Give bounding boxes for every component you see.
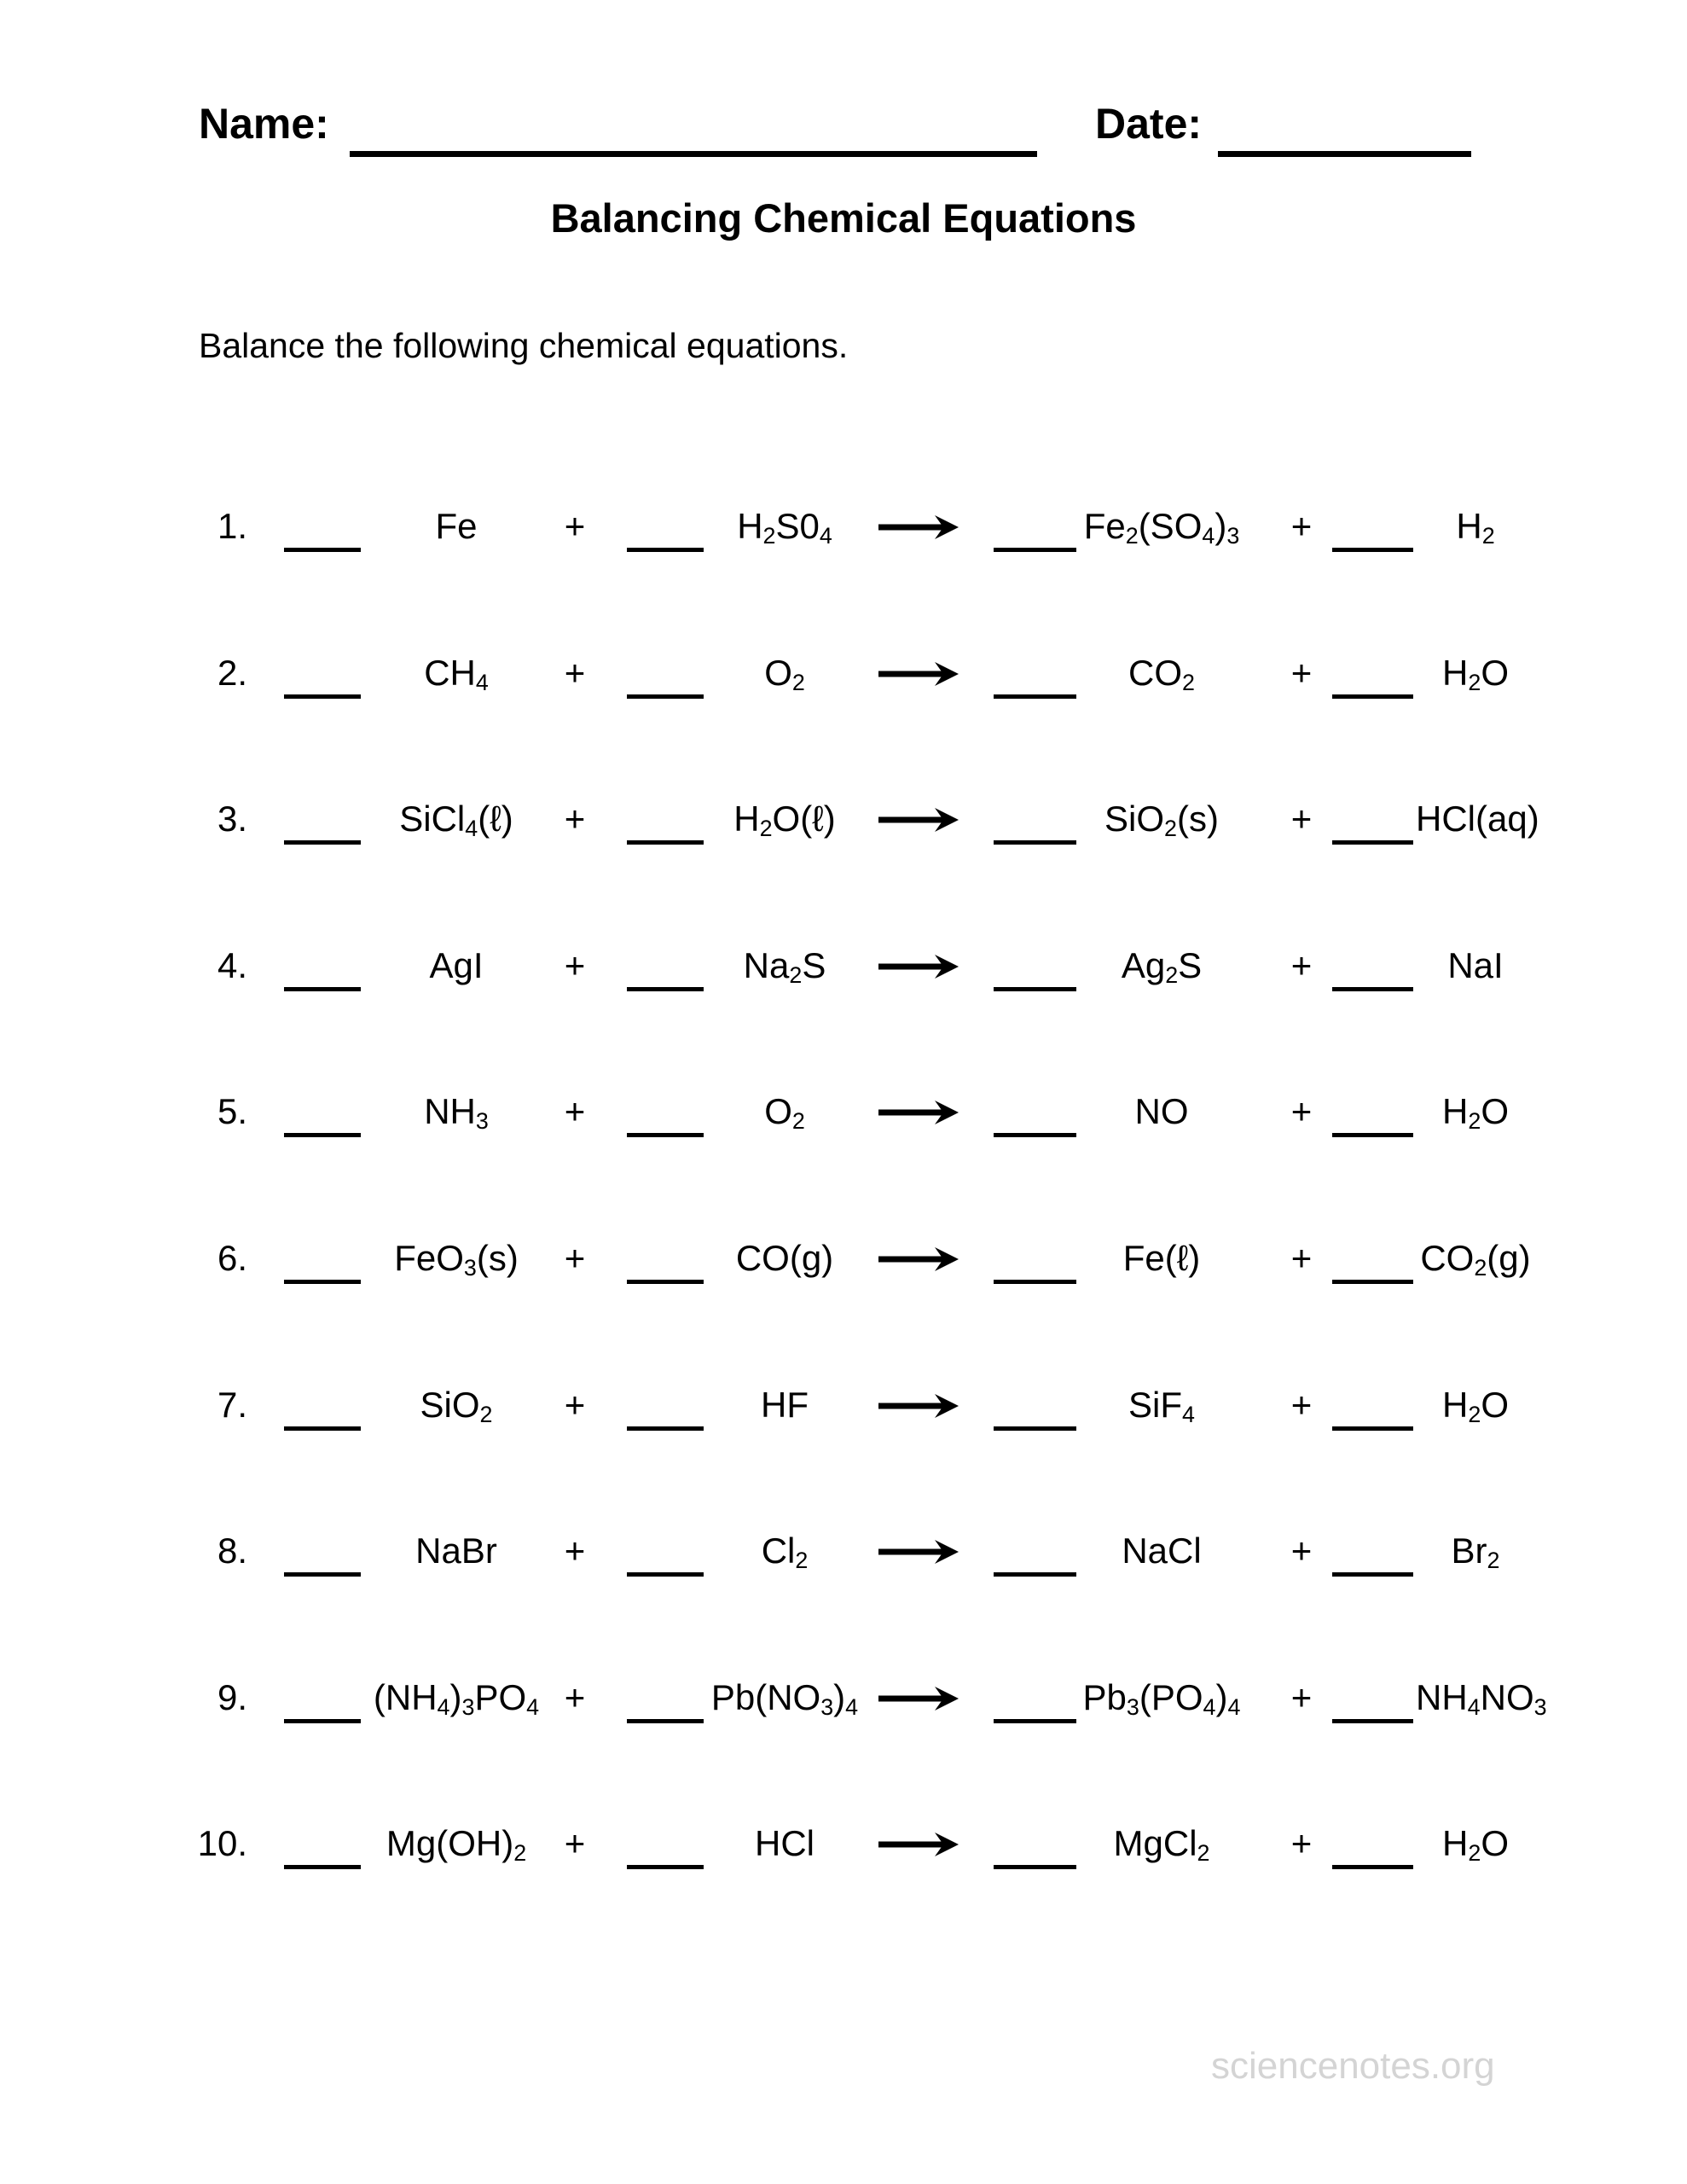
- plus-sign: +: [564, 1531, 586, 1571]
- date-label: Date:: [1095, 100, 1203, 148]
- product-formula: SiF$_4$: [1128, 1384, 1195, 1427]
- plus-sign: +: [564, 506, 586, 546]
- coefficient-blank[interactable]: [994, 1280, 1076, 1284]
- coefficient-blank[interactable]: [284, 1280, 361, 1284]
- reaction-arrow-icon: [877, 1392, 959, 1420]
- coefficient-blank[interactable]: [627, 987, 704, 991]
- equation-number: 5.: [217, 1091, 247, 1132]
- reaction-arrow-icon: [877, 1538, 959, 1565]
- coefficient-blank[interactable]: [994, 694, 1076, 699]
- reactant-formula: SiO$_2$: [420, 1384, 493, 1427]
- reactant-formula: AgI: [429, 944, 484, 985]
- coefficient-blank[interactable]: [1332, 1572, 1413, 1577]
- coefficient-blank[interactable]: [994, 1719, 1076, 1723]
- equation-row: [0, 1647, 1687, 1745]
- product-formula: NO: [1134, 1091, 1189, 1132]
- product-formula: Fe(ℓ): [1122, 1238, 1201, 1278]
- coefficient-blank[interactable]: [1332, 840, 1413, 845]
- coefficient-blank[interactable]: [627, 1280, 704, 1284]
- instructions-text: Balance the following chemical equations.: [199, 326, 849, 365]
- reactant-formula: $H_2S0_4$: [737, 506, 832, 549]
- reactant-formula: $O_2$: [764, 652, 805, 695]
- reactant-formula: FeO$_3$(s): [394, 1238, 519, 1281]
- equation-row: [0, 1208, 1687, 1306]
- coefficient-blank[interactable]: [994, 840, 1076, 845]
- coefficient-blank[interactable]: [1332, 1719, 1413, 1723]
- plus-sign: +: [564, 1091, 586, 1132]
- reactant-formula: $(NH_4)_3PO_4$: [373, 1676, 540, 1720]
- plus-sign: +: [1290, 1531, 1313, 1571]
- product-formula: SiO$_2$(s): [1104, 799, 1219, 842]
- coefficient-blank[interactable]: [627, 840, 704, 845]
- equation-row: [0, 623, 1687, 721]
- product-formula: $Br_2$: [1451, 1531, 1500, 1574]
- product-formula: $Ag_2S$: [1121, 944, 1203, 988]
- coefficient-blank[interactable]: [1332, 694, 1413, 699]
- product-formula: $CO_2(g)$: [1420, 1238, 1531, 1281]
- product-formula: $H_2$: [1456, 506, 1495, 549]
- product-formula: NaI: [1447, 944, 1504, 985]
- plus-sign: +: [564, 1676, 586, 1717]
- coefficient-blank[interactable]: [1332, 1426, 1413, 1431]
- equation-number: 9.: [217, 1676, 247, 1717]
- reaction-arrow-icon: [877, 953, 959, 980]
- plus-sign: +: [1290, 652, 1313, 693]
- coefficient-blank[interactable]: [284, 987, 361, 991]
- product-formula: $H_2O$: [1442, 1384, 1509, 1427]
- coefficient-blank[interactable]: [627, 1426, 704, 1431]
- equation-number: 1.: [217, 506, 247, 546]
- coefficient-blank[interactable]: [627, 1865, 704, 1869]
- plus-sign: +: [564, 652, 586, 693]
- coefficient-blank[interactable]: [627, 1719, 704, 1723]
- coefficient-blank[interactable]: [994, 987, 1076, 991]
- reactant-formula: $Na_2S$: [743, 944, 826, 988]
- reactant-formula: $CH_4$: [424, 652, 489, 695]
- product-formula: $NH_4NO_3$: [1416, 1676, 1547, 1720]
- coefficient-blank[interactable]: [284, 1133, 361, 1137]
- reactant-formula: $Mg(OH)_2$: [386, 1823, 527, 1867]
- product-formula: NaCl: [1122, 1531, 1202, 1571]
- coefficient-blank[interactable]: [994, 1865, 1076, 1869]
- reactant-formula: SiCl$_4$(ℓ): [399, 799, 513, 842]
- coefficient-blank[interactable]: [1332, 1865, 1413, 1869]
- coefficient-blank[interactable]: [994, 1426, 1076, 1431]
- reactant-formula: $O_2$: [764, 1091, 805, 1135]
- equation-number: 8.: [217, 1531, 247, 1571]
- coefficient-blank[interactable]: [284, 1719, 361, 1723]
- reactant-formula: CO(g): [735, 1238, 834, 1278]
- equation-number: 2.: [217, 652, 247, 693]
- plus-sign: +: [564, 1823, 586, 1864]
- product-formula: HCl(aq): [1416, 799, 1539, 839]
- product-formula: $H_2O$: [1442, 1823, 1509, 1867]
- equation-row: [0, 1501, 1687, 1599]
- product-formula: $Pb_3(PO_4)_4$: [1082, 1676, 1241, 1720]
- coefficient-blank[interactable]: [284, 548, 361, 552]
- coefficient-blank[interactable]: [284, 1572, 361, 1577]
- plus-sign: +: [1290, 1238, 1313, 1278]
- plus-sign: +: [1290, 944, 1313, 985]
- plus-sign: +: [1290, 506, 1313, 546]
- plus-sign: +: [564, 1384, 586, 1425]
- coefficient-blank[interactable]: [1332, 987, 1413, 991]
- plus-sign: +: [1290, 799, 1313, 839]
- plus-sign: +: [1290, 1384, 1313, 1425]
- footer-watermark: sciencenotes.org: [1211, 2045, 1495, 2087]
- coefficient-blank[interactable]: [284, 694, 361, 699]
- date-blank-line[interactable]: [1218, 151, 1471, 157]
- equation-number: 10.: [197, 1823, 247, 1864]
- product-formula: MgCl$_2$: [1113, 1823, 1210, 1867]
- coefficient-blank[interactable]: [284, 840, 361, 845]
- reactant-formula: $H_2O(\ell)$: [733, 799, 836, 842]
- equation-row: [0, 1355, 1687, 1453]
- reaction-arrow-icon: [877, 1246, 959, 1273]
- product-formula: $Fe_2(SO_4)_3$: [1083, 506, 1240, 549]
- plus-sign: +: [1290, 1091, 1313, 1132]
- equation-row: [0, 476, 1687, 574]
- equation-number: 6.: [217, 1238, 247, 1278]
- coefficient-blank[interactable]: [627, 548, 704, 552]
- equation-number: 7.: [217, 1384, 247, 1425]
- coefficient-blank[interactable]: [994, 1133, 1076, 1137]
- product-formula: $CO_2$: [1128, 652, 1195, 695]
- coefficient-blank[interactable]: [1332, 1133, 1413, 1137]
- equation-row: [0, 769, 1687, 867]
- reaction-arrow-icon: [877, 806, 959, 834]
- plus-sign: +: [1290, 1823, 1313, 1864]
- plus-sign: +: [564, 1238, 586, 1278]
- reactant-formula: $NH_3$: [424, 1091, 489, 1135]
- reactant-formula: $Pb(NO_3)_4$: [710, 1676, 859, 1720]
- equation-row: [0, 1793, 1687, 1891]
- reaction-arrow-icon: [877, 1831, 959, 1858]
- reactant-formula: HF: [761, 1384, 809, 1425]
- product-formula: $H_2O$: [1442, 652, 1509, 695]
- coefficient-blank[interactable]: [994, 1572, 1076, 1577]
- product-formula: $H_2O$: [1442, 1091, 1509, 1135]
- plus-sign: +: [564, 799, 586, 839]
- reactant-formula: HCl: [755, 1823, 815, 1864]
- coefficient-blank[interactable]: [994, 548, 1076, 552]
- reactant-formula: NaBr: [415, 1531, 497, 1571]
- name-blank-line[interactable]: [350, 151, 1037, 157]
- reaction-arrow-icon: [877, 1099, 959, 1126]
- plus-sign: +: [564, 944, 586, 985]
- coefficient-blank[interactable]: [284, 1865, 361, 1869]
- coefficient-blank[interactable]: [1332, 1280, 1413, 1284]
- page-title: Balancing Chemical Equations: [550, 195, 1137, 241]
- reaction-arrow-icon: [877, 660, 959, 688]
- reactant-formula: $Cl_2$: [761, 1531, 809, 1574]
- coefficient-blank[interactable]: [627, 1133, 704, 1137]
- coefficient-blank[interactable]: [627, 1572, 704, 1577]
- equation-number: 3.: [217, 799, 247, 839]
- reactant-formula: Fe: [435, 506, 478, 546]
- coefficient-blank[interactable]: [1332, 548, 1413, 552]
- equation-number: 4.: [217, 944, 247, 985]
- equation-row: [0, 1061, 1687, 1159]
- plus-sign: +: [1290, 1676, 1313, 1717]
- equation-row: [0, 915, 1687, 1014]
- coefficient-blank[interactable]: [284, 1426, 361, 1431]
- coefficient-blank[interactable]: [627, 694, 704, 699]
- reaction-arrow-icon: [877, 1685, 959, 1712]
- name-label: Name:: [199, 100, 329, 148]
- reaction-arrow-icon: [877, 514, 959, 541]
